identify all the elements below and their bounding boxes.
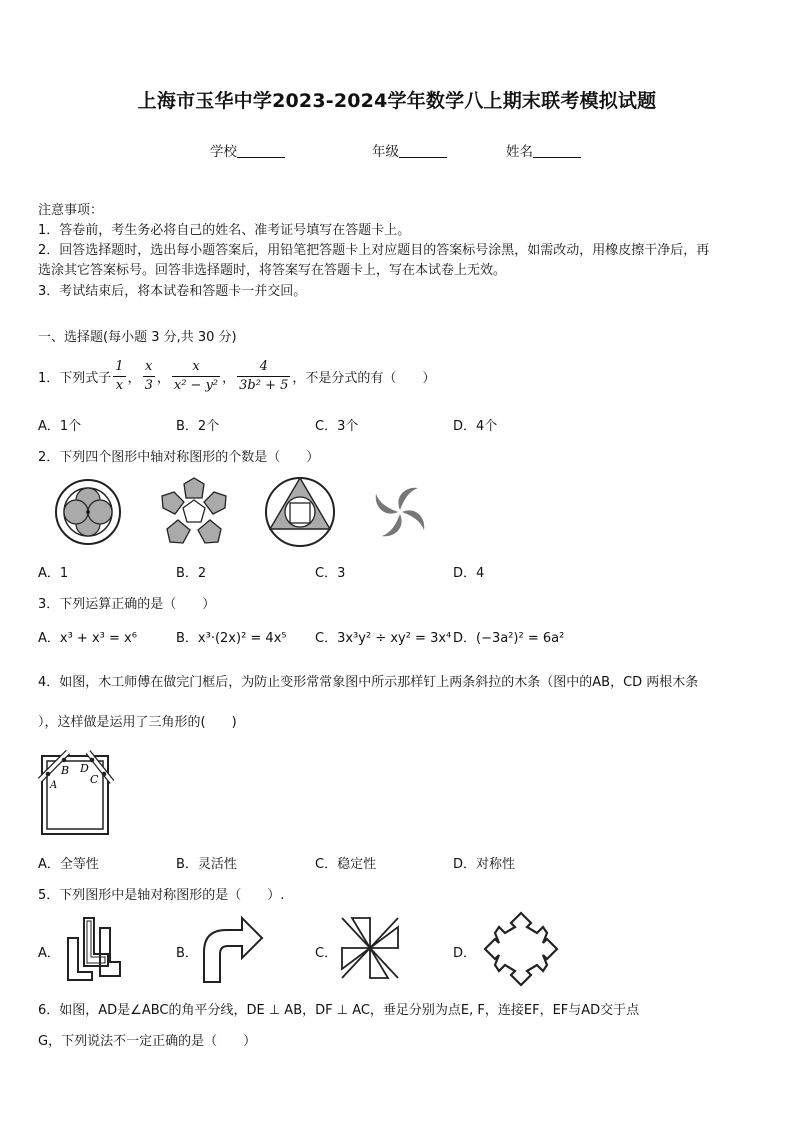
q5-figure-b bbox=[202, 916, 264, 984]
q1-option-c[interactable]: C．3个 bbox=[315, 419, 359, 434]
q1-option-b[interactable]: B．2个 bbox=[176, 419, 220, 434]
q2-option-c[interactable]: C．3 bbox=[315, 566, 346, 581]
q2-figure-swirl bbox=[376, 488, 425, 537]
question-1-stem: 1．下列式子 $\frac{1}{x}$ ， $\frac{x}{3}$ ， $\frac{x}{\text{x² − y²}}$ ， $\frac{4}{\text{3b² + 5}}$ ，不是分式的有（ ） bbox=[38, 358, 436, 393]
q1-prefix: 1．下列式子 bbox=[38, 370, 112, 386]
question-6-stem-line2: G，下列说法不一定正确的是（ ） bbox=[38, 1034, 257, 1049]
notice-item-1: 1．答卷前，考生务必将自己的姓名、准考证号填写在答题卡上。 bbox=[38, 223, 411, 239]
name-blank[interactable] bbox=[533, 145, 581, 158]
grade-label: 年级 bbox=[372, 144, 399, 160]
school-label: 学校 bbox=[210, 144, 237, 160]
q5-figure-c bbox=[340, 915, 400, 981]
question-5-stem: 5．下列图形中是轴对称图形的是（ ）. bbox=[38, 888, 285, 903]
q5-figure-d bbox=[482, 910, 560, 988]
school-blank[interactable] bbox=[237, 145, 285, 158]
notice-item-2a: 2．回答选择题时，选出每小题答案后，用铅笔把答题卡上对应题目的答案标号涂黑，如需改动，用橡皮擦干净后，再 bbox=[38, 243, 710, 259]
q1-fraction-2: $\frac{x}{3}$ bbox=[144, 358, 153, 393]
notice-item-3: 3．考试结束后，将本试卷和答题卡一并交回。 bbox=[38, 283, 307, 299]
q1-fraction-1: $\frac{1}{x}$ bbox=[115, 358, 124, 393]
q1-option-a[interactable]: A．1个 bbox=[38, 419, 82, 434]
question-6-stem-line1: 6．如图，AD是∠ABC的角平分线，DE ⊥ AB，DF ⊥ AC，垂足分别为点E, F，连接EF，EF与AD交于点 bbox=[38, 1003, 640, 1018]
q2-figure-pentagon-flower bbox=[162, 478, 226, 543]
q4-label-d: D bbox=[80, 762, 89, 775]
q5-option-b[interactable]: B． bbox=[176, 946, 198, 961]
q1-option-d[interactable]: D．4个 bbox=[453, 419, 498, 434]
name-label: 姓名 bbox=[506, 144, 533, 160]
q1-suffix: ，不是分式的有（ ） bbox=[292, 370, 436, 386]
q4-label-c: C bbox=[90, 773, 99, 786]
q4-door-frame-figure bbox=[36, 748, 118, 838]
name-field bbox=[506, 140, 581, 160]
q4-option-a[interactable]: A．全等性 bbox=[38, 857, 99, 872]
q3-option-a[interactable]: A．x³ + x³ = x⁶ bbox=[38, 631, 137, 646]
q1-fraction-3: $\frac{x}{\text{x² − y²}}$ bbox=[173, 358, 219, 393]
notice-heading: 注意事项： bbox=[38, 203, 104, 218]
q2-option-b[interactable]: B．2 bbox=[176, 566, 207, 581]
q5-figure-a bbox=[64, 914, 122, 982]
q5-option-a[interactable]: A． bbox=[38, 946, 60, 961]
grade-field bbox=[372, 140, 447, 160]
section-heading: 一、选择题(每小题 3 分,共 30 分) bbox=[38, 330, 237, 345]
q2-figures bbox=[52, 476, 432, 548]
q1-fraction-4: $\frac{4}{\text{3b² + 5}}$ bbox=[239, 358, 289, 393]
page-title: 上海市玉华中学2023-2024学年数学八上期末联考模拟试题 bbox=[137, 90, 657, 112]
q4-label-b: B bbox=[61, 764, 70, 777]
q3-option-b[interactable]: B．x³·(2x)² = 4x⁵ bbox=[176, 631, 287, 646]
q2-figure-circle-triangle bbox=[266, 478, 334, 546]
q4-option-b[interactable]: B．灵活性 bbox=[176, 857, 237, 872]
grade-blank[interactable] bbox=[399, 145, 447, 158]
question-4-stem-line2: ），这样做是运用了三角形的( ) bbox=[38, 715, 237, 730]
q4-option-d[interactable]: D．对称性 bbox=[453, 857, 516, 872]
q2-figure-circle-petals bbox=[56, 480, 120, 544]
q2-option-a[interactable]: A．1 bbox=[38, 566, 69, 581]
q2-option-d[interactable]: D．4 bbox=[453, 566, 485, 581]
q3-option-d[interactable]: D．(−3a²)² = 6a² bbox=[453, 631, 565, 646]
question-3-stem: 3．下列运算正确的是（ ） bbox=[38, 597, 216, 612]
q5-option-d[interactable]: D． bbox=[453, 946, 477, 961]
notice-block bbox=[38, 201, 760, 302]
q4-label-a: A bbox=[50, 780, 58, 791]
q4-option-c[interactable]: C．稳定性 bbox=[315, 857, 377, 872]
notice-item-2b: 选涂其它答案标号。回答非选择题时，将答案写在答题卡上，写在本试卷上无效。 bbox=[38, 263, 507, 279]
question-4-stem-line1: 4．如图，木工师傅在做完门框后，为防止变形常常象图中所示那样钉上两条斜拉的木条（图中的AB，CD 两根木条 bbox=[38, 675, 699, 690]
question-2-stem: 2．下列四个图形中轴对称图形的个数是（ ） bbox=[38, 450, 320, 465]
q5-option-c[interactable]: C． bbox=[315, 946, 338, 961]
q3-option-c[interactable]: C．3x³y² ÷ xy² = 3x⁴ bbox=[315, 631, 452, 646]
school-field bbox=[210, 140, 285, 160]
